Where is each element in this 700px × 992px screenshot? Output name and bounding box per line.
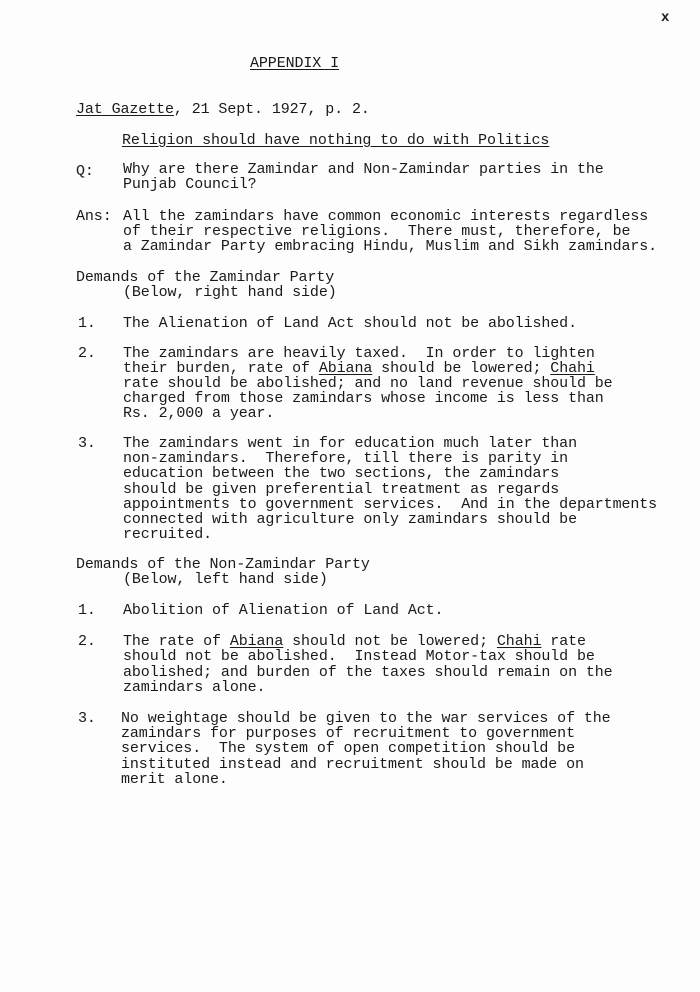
non-zamindar-item-2-line-3: abolished; and burden of the taxes should remain on the [123,664,613,681]
non-zamindar-item-2-line-1: The rate of Abiana should not be lowered; Chahi rate [123,633,586,650]
page-mark: x [661,10,670,26]
zamindar-item-2-line-1: The zamindars are heavily taxed. In order to lighten [123,345,595,362]
non-zamindar-item-3-line-3: services. The system of open competition should be [121,740,575,757]
non-zamindar-item-3-line-5: merit alone. [121,771,228,788]
non-zamindar-item-2-line-4: zamindars alone. [123,679,266,696]
zamindar-item-1-line-1: The Alienation of Land Act should not be abolished. [123,315,577,332]
zamindar-item-3-line-3: education between the two sections, the zamindars [123,465,560,482]
non-zamindar-item-1-num: 1. [78,602,96,619]
zamindar-item-1-num: 1. [78,315,96,332]
zamindar-item-2-line-4: charged from those zamindars whose income is less than [123,390,604,407]
non-zamindar-item-2-num: 2. [78,633,96,650]
non-zamindar-item-3-line-1: No weightage should be given to the war services of the [121,710,611,727]
non-zamindar-item-3-line-4: instituted instead and recruitment should be made on [121,756,584,773]
non-zamindar-item-1-line-1: Abolition of Alienation of Land Act. [123,602,444,619]
non-zamindar-subheading: (Below, left hand side) [123,571,328,588]
question-line-2: Punjab Council? [123,176,257,193]
zamindar-item-3-num: 3. [78,435,96,452]
term-chahi: Chahi [496,633,542,650]
term-abiana: Abiana [318,360,373,377]
question-label: Q: [76,163,94,180]
answer-label: Ans: [76,208,112,225]
publication-name: Jat Gazette [76,101,174,118]
zamindar-item-3-line-6: connected with agriculture only zamindars should be [123,511,577,528]
zamindar-item-3-line-5: appointments to government services. And in the departments [123,496,658,513]
citation-details: , 21 Sept. 1927, p. 2. [173,101,370,118]
answer-line-3: a Zamindar Party embracing Hindu, Muslim and Sikh zamindars. [123,238,658,255]
zamindar-heading: Demands of the Zamindar Party [76,269,335,286]
non-zamindar-item-3-line-2: zamindars for purposes of recruitment to government [121,725,575,742]
zamindar-item-2-num: 2. [78,345,96,362]
term-abiana: Abiana [229,633,284,650]
non-zamindar-item-2-line-2: should not be abolished. Instead Motor-tax should be [123,648,595,665]
term-chahi: Chahi [550,360,595,377]
answer-line-2: of their respective religions. There must, therefore, be [123,223,631,240]
answer-line-1: All the zamindars have common economic interests regardless [123,208,649,225]
zamindar-item-3-line-2: non-zamindars. Therefore, till there is parity in [123,450,569,467]
non-zamindar-heading: Demands of the Non-Zamindar Party [76,556,370,573]
appendix-title: APPENDIX I [250,55,340,72]
zamindar-item-2-line-5: Rs. 2,000 a year. [123,405,275,422]
question-line-1: Why are there Zamindar and Non-Zamindar parties in the [123,161,604,178]
zamindar-item-3-line-4: should be given preferential treatment as regards [123,481,560,498]
zamindar-subheading: (Below, right hand side) [123,284,337,301]
source-citation [76,102,370,117]
zamindar-item-2-line-3: rate should be abolished; and no land revenue should be [123,375,613,392]
non-zamindar-item-3-num: 3. [78,710,96,727]
zamindar-item-3-line-7: recruited. [123,526,213,543]
headline: Religion should have nothing to do with Politics [122,132,550,149]
zamindar-item-3-line-1: The zamindars went in for education much later than [123,435,577,452]
zamindar-item-2-line-2: their burden, rate of Abiana should be lowered; Chahi [123,360,595,377]
